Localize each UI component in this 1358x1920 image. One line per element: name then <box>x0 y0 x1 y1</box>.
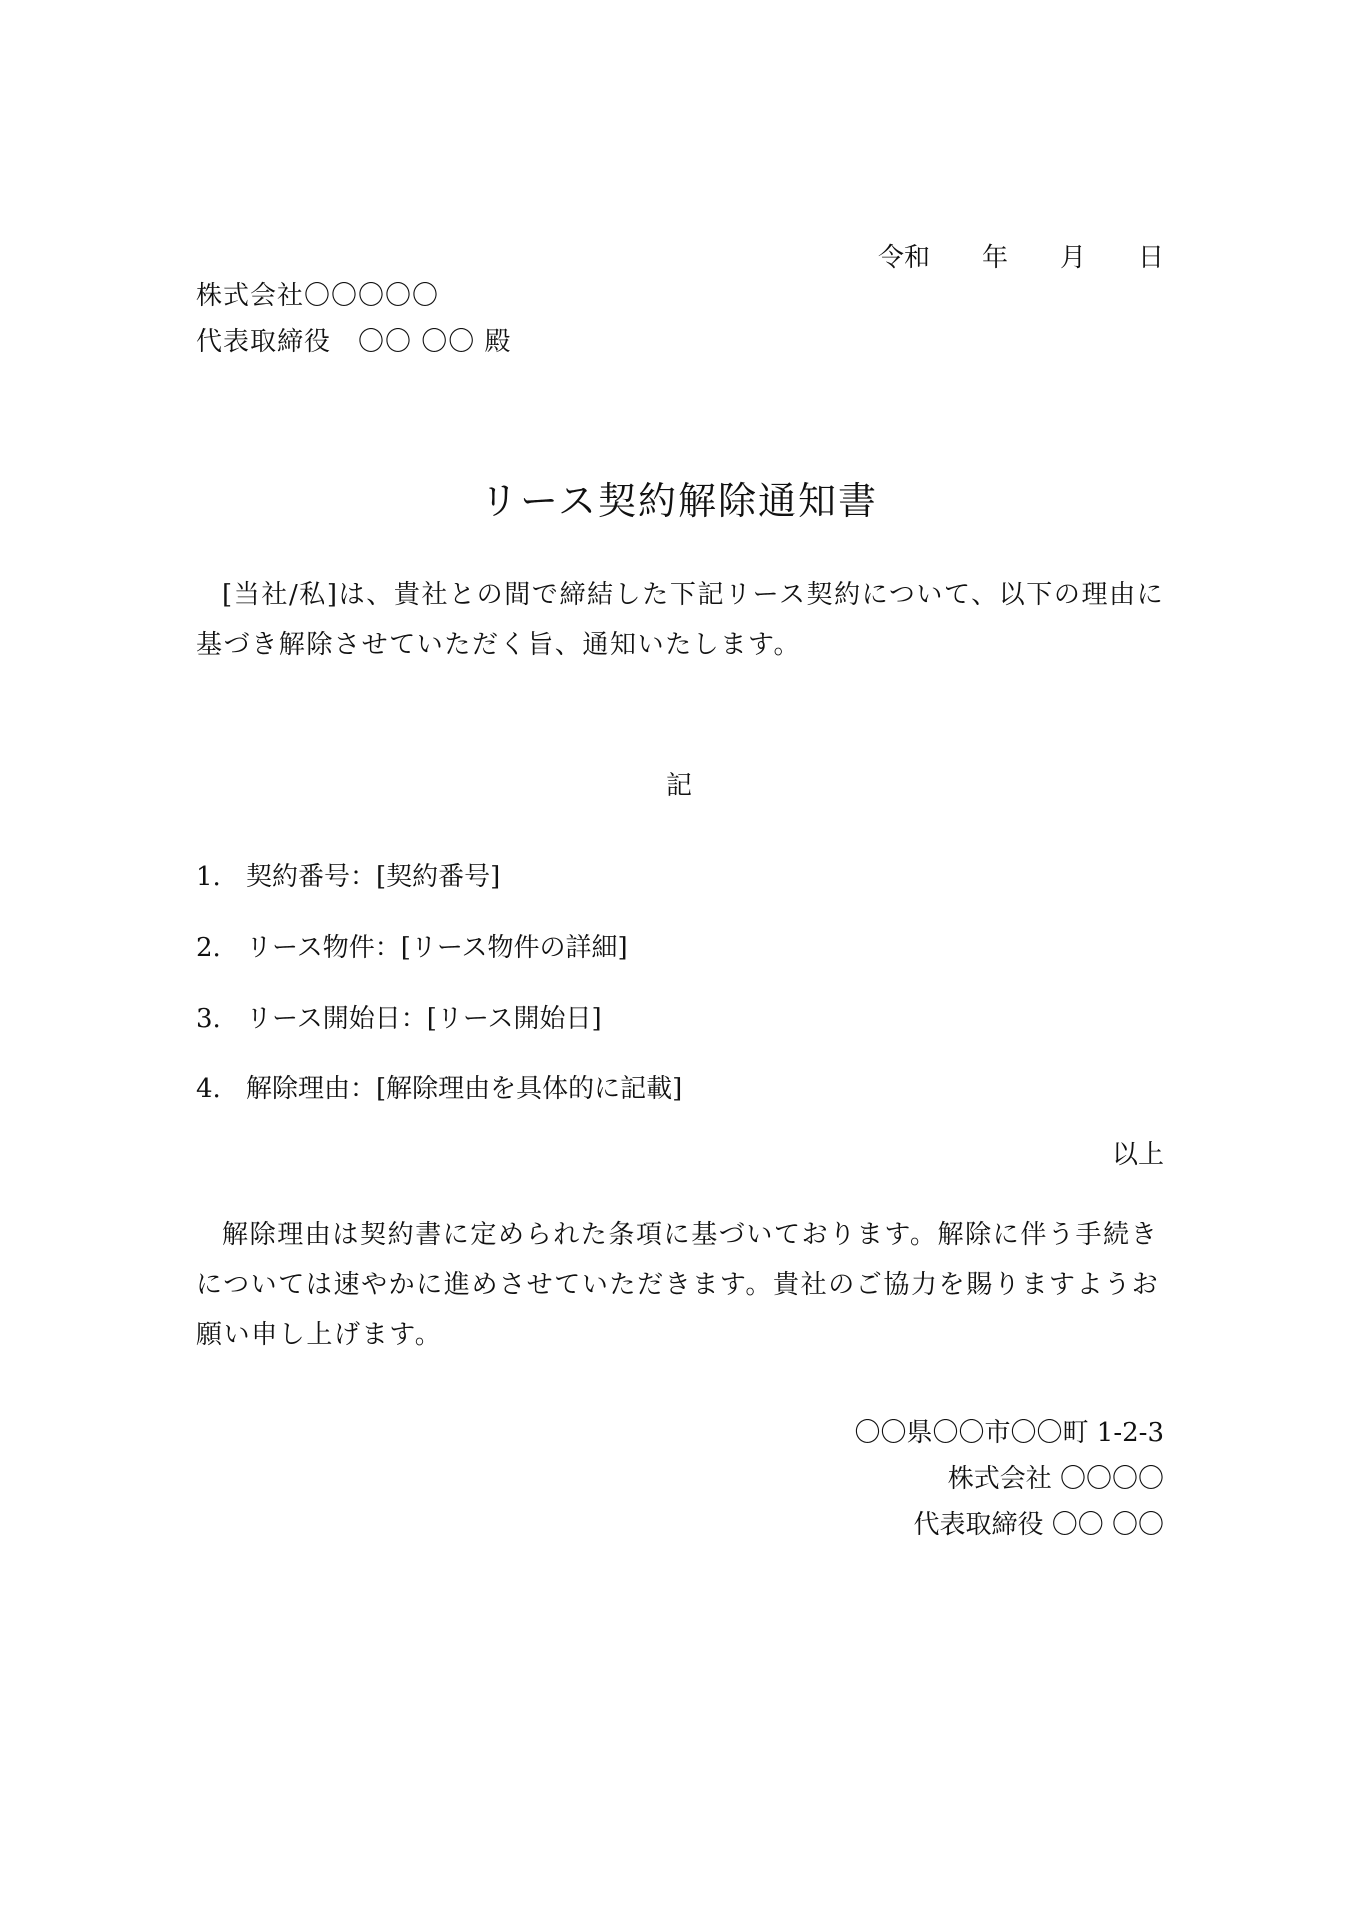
list-item-number: 3. <box>196 1004 221 1034</box>
list-item <box>196 856 500 893</box>
list-item-number: 2. <box>196 933 221 963</box>
sender-representative: 代表取締役 〇〇 〇〇 <box>913 1510 1164 1540</box>
ijou-closing: 以上 <box>1111 1140 1164 1170</box>
recipient-company: 株式会社〇〇〇〇〇 <box>196 281 440 311</box>
document-title: リース契約解除通知書 <box>479 479 879 523</box>
intro-paragraph: [当社/私]は、貴社との間で締結した下記リース契約について、以下の理由に基づき解除させていただく旨、通知いたします。 <box>196 580 1165 660</box>
list-item <box>196 998 602 1035</box>
list-item-text: 契約番号：[契約番号] <box>246 862 501 892</box>
list-item <box>196 927 628 964</box>
date-line: 令和 年 月 日 <box>877 243 1164 273</box>
list-item-number: 4. <box>196 1074 221 1104</box>
ki-heading: 記 <box>665 771 692 801</box>
recipient-representative: 代表取締役 〇〇 〇〇 殿 <box>196 327 512 357</box>
list-item <box>196 1068 682 1105</box>
list-item-text: リース開始日：[リース開始日] <box>246 1004 602 1034</box>
list-item-text: 解除理由：[解除理由を具体的に記載] <box>246 1074 683 1104</box>
list-item-text: リース物件：[リース物件の詳細] <box>246 933 628 963</box>
list-item-number: 1. <box>196 862 221 892</box>
closing-paragraph: 解除理由は契約書に定められた条項に基づいております。解除に伴う手続きについては速やかに進めさせていただきます。貴社のご協力を賜りますようお願い申し上げます。 <box>196 1220 1160 1350</box>
sender-address: 〇〇県〇〇市〇〇町 1-2-3 <box>854 1418 1164 1448</box>
sender-company: 株式会社 〇〇〇〇 <box>947 1464 1164 1494</box>
